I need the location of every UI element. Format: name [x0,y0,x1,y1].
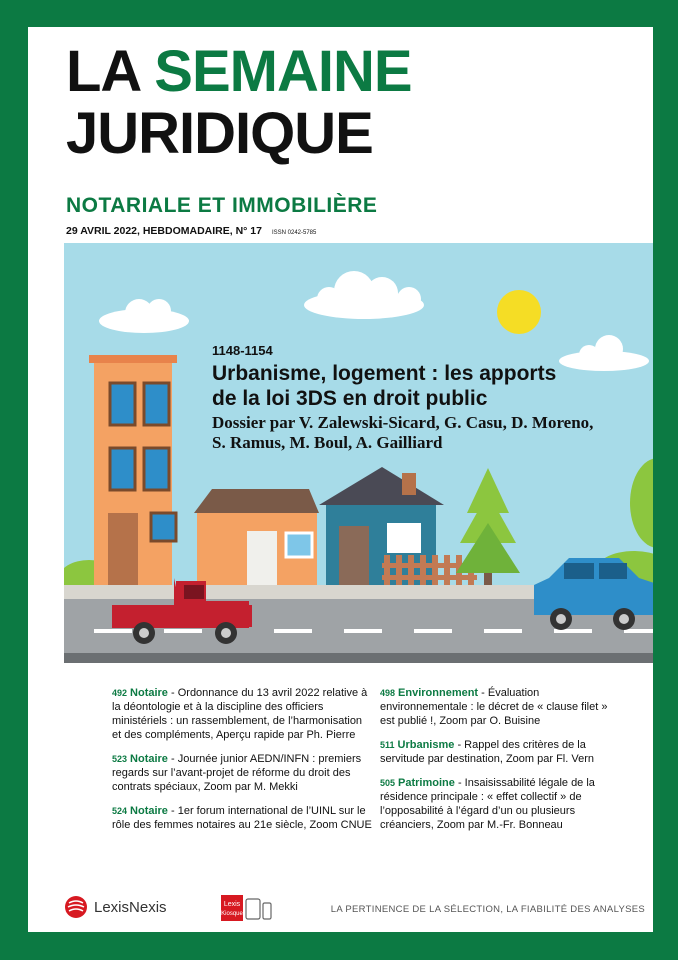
tagline: LA PERTINENCE DE LA SÉLECTION, LA FIABILITÉ DES ANALYSES [330,904,645,915]
item-category: Environnement [398,687,479,699]
cover-dossier [212,343,652,453]
kiosque-label-top: Lexis [223,901,241,908]
item-text: Journée junior AEDN/INFN : premiers regards sur l’avant-projet de réforme du droit des contrats spéciaux, Zoom par M. Mekki [112,753,362,793]
item-category: Patrimoine [398,777,455,789]
masthead-word-la: LA [66,39,140,104]
kiosque-devices-icon [221,895,273,921]
contents-item: 492 Notaire - Ordonnance du 13 avril 2022 relative à la déontologie et à la discipline des officiers ministériels : un rassemblement, de l’harmonisation et des compléments, Aperçu rapide par Ph. Pierre [112,687,368,741]
item-category: Notaire [130,753,168,765]
issn: ISSN 0242-5785 [271,230,317,236]
item-text: Rappel des critères de la servitude par destination, Zoom par Fl. Vern [380,739,594,765]
item-text: 1er forum international de l’UINL sur le rôle des femmes notaires au 21e siècle, Zoom CNUE [112,805,372,831]
dossier-byline-line2: S. Ramus, M. Boul, A. Gailliard [212,433,443,452]
contents-right-column [380,686,625,842]
item-number: 524 [112,806,128,816]
street-scene-illustration [64,243,653,663]
masthead [66,39,412,166]
contents-item: 498 Environnement - Évaluation environnementale : le décret de « clause filet » est publié !, Zoom par O. Buisine [380,687,608,727]
dossier-title-line1: Urbanisme, logement : les apports [212,362,557,385]
issue-dateline [66,225,316,237]
tree-icon [456,468,520,585]
kiosque-label-bottom: Kiosque [221,911,243,917]
dossier-number: 1148-1154 [212,343,273,358]
item-text: Insaisissabilité légale de la résidence principale : « effet collectif » de l’opposabilité à l’égard d’un ou plusieurs créanciers, Zoom par M.-Fr. Bonneau [380,777,595,831]
dossier-title-line2: de la loi 3DS en droit public [212,387,488,410]
item-text: Évaluation environnementale : le décret de « clause filet » est publié !, Zoom par O. Buisine [380,687,608,727]
item-number: 523 [112,754,128,764]
contents-item: 505 Patrimoine - Insaisissabilité légale de la résidence principale : « effet collectif » de l’opposabilité à l’égard d’un ou plusieurs créanciers, Zoom par M.-Fr. Bonneau [380,777,595,831]
item-text: Ordonnance du 13 avril 2022 relative à la déontologie et à la discipline des officiers ministériels : un rassemblement, de l’harmonisation et des compléments, Aperçu rapide par Ph. Pierre [112,687,368,741]
item-number: 511 [380,740,395,750]
masthead-word-semaine: SEMAINE [154,39,412,104]
masthead-word-juridique: JURIDIQUE [66,101,373,166]
sun-icon [497,290,541,334]
item-number: 505 [380,778,396,788]
publication-subtitle: NOTARIALE ET IMMOBILIÈRE [66,194,378,217]
magazine-cover [28,27,653,932]
item-number: 498 [380,688,396,698]
item-category: Notaire [130,805,168,817]
contents-item: 523 Notaire - Journée junior AEDN/INFN : premiers regards sur l’avant-projet de réforme du droit des contrats spéciaux, Zoom par M. Mekki [112,753,362,793]
dossier-byline-line1: Dossier par V. Zalewski-Sicard, G. Casu, D. Moreno, [212,413,594,432]
lexisnexis-emblem-icon [64,895,88,919]
contents-item: 511 Urbanisme - Rappel des critères de la servitude par destination, Zoom par Fl. Vern [380,739,594,765]
item-number: 492 [112,688,128,698]
apartment-building-icon [89,355,177,585]
cover-illustration [64,243,653,663]
house-icon [194,489,319,585]
lexis-kiosque-badge [221,895,273,926]
issue-date: 29 AVRIL 2022, HEBDOMADAIRE, N° 17 [66,225,262,237]
item-category: Notaire [130,687,168,699]
item-category: Urbanisme [397,739,455,751]
lexisnexis-logo [64,895,167,919]
contents-left-column [112,686,372,842]
contents-item: 524 Notaire - 1er forum international de l’UINL sur le rôle des femmes notaires au 21e siècle, Zoom CNUE [112,805,372,831]
footer [64,895,653,921]
brand-name: LexisNexis [94,898,167,916]
